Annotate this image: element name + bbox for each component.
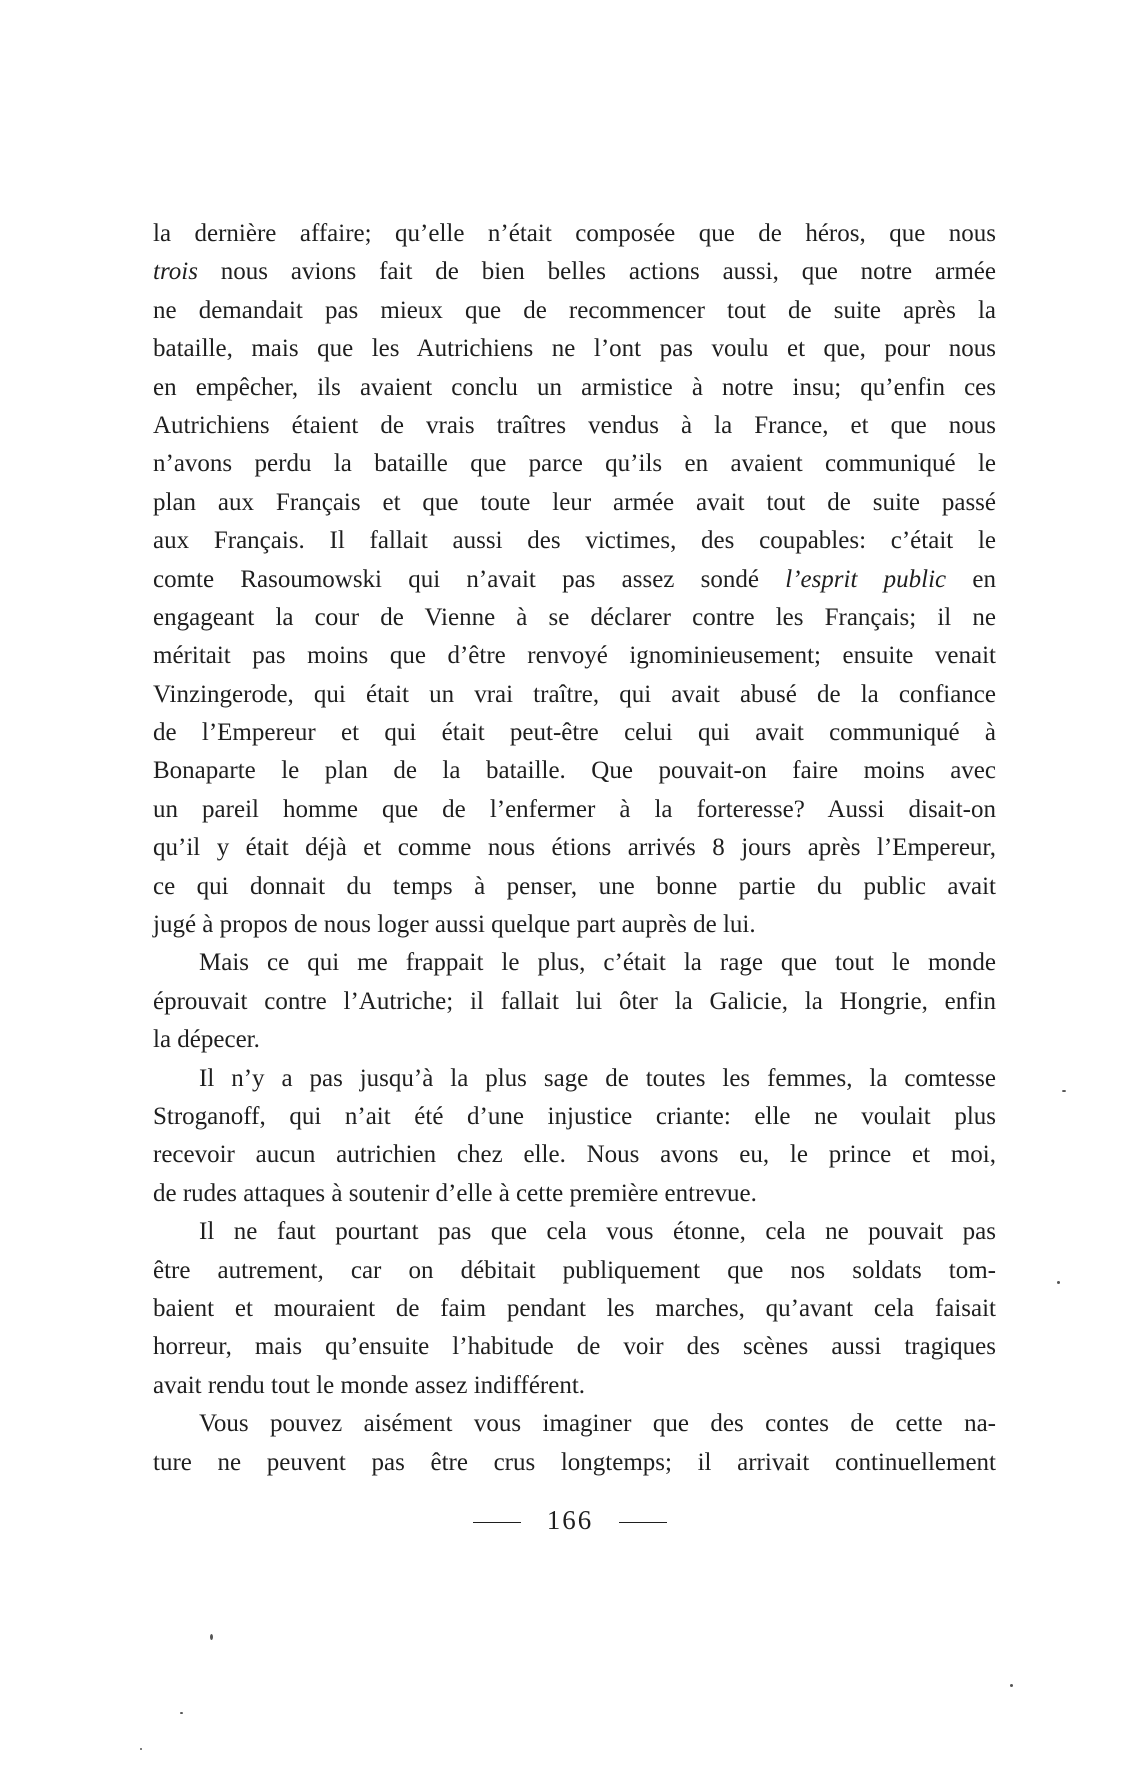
text-line: plan aux Français et que toute leur armée avait tout de suite passé: [153, 488, 996, 516]
text-line: éprouvait contre l’Autriche; il fallait lui ôter la Galicie, la Hongrie, enfin: [153, 987, 996, 1015]
text-line: bataille, mais que les Autrichiens ne l’ont pas voulu et que, pour nous: [153, 335, 996, 363]
text-line: de l’Empereur et qui était peut-être celui qui avait communiqué à: [153, 719, 996, 747]
text-line: aux Français. Il fallait aussi des victimes, des coupables: c’était le: [153, 527, 996, 555]
footer-dash-left: [473, 1522, 521, 1523]
text-line: qu’il y était déjà et comme nous étions arrivés 8 jours après l’Empereur,: [153, 834, 996, 862]
scan-speck: [180, 1712, 183, 1714]
text-line: en empêcher, ils avaient conclu un armistice à notre insu; qu’enfin ces: [153, 373, 996, 401]
text-line: Vinzingerode, qui était un vrai traître, qui avait abusé de la confiance: [153, 680, 996, 708]
scan-speck: [1062, 1090, 1066, 1092]
italic-text: l’esprit public: [785, 565, 947, 593]
text-line: recevoir aucun autrichien chez elle. Nous avons eu, le prince et moi,: [153, 1141, 996, 1169]
text-line: Il ne faut pourtant pas que cela vous étonne, cela ne pouvait pas: [199, 1218, 996, 1246]
text-line: Mais ce qui me frappait le plus, c’était la rage que tout le monde: [199, 949, 996, 977]
text-line: la dernière affaire; qu’elle n’était composée que de héros, que nous: [153, 220, 996, 247]
scan-speck: [1010, 1684, 1013, 1687]
text-line: méritait pas moins que d’être renvoyé ignominieusement; ensuite venait: [153, 642, 996, 670]
page-number: 166: [546, 1505, 594, 1535]
text-line: Bonaparte le plan de la bataille. Que pouvait-on faire moins avec: [153, 757, 996, 785]
text-line: Stroganoff, qui n’ait été d’une injustice criante: elle ne voulait plus: [153, 1102, 996, 1130]
scan-speck: [1057, 1281, 1060, 1284]
text-line: jugé à propos de nous loger aussi quelque part auprès de lui.: [153, 911, 756, 939]
text-line: Autrichiens étaient de vrais traîtres vendus à la France, et que nous: [153, 411, 996, 439]
text-line: trois nous avions fait de bien belles actions aussi, que notre armée: [153, 258, 996, 286]
text-line: engageant la cour de Vienne à se déclarer contre les Français; il ne: [153, 603, 996, 631]
scan-speck: [210, 1634, 213, 1640]
text-line: Il n’y a pas jusqu’à la plus sage de toutes les femmes, la comtesse: [199, 1064, 996, 1092]
page-footer: [0, 1505, 1140, 1536]
text-line: ne demandait pas mieux que de recommencer tout de suite après la: [153, 296, 996, 324]
text-line: ture ne peuvent pas être crus longtemps; il arrivait continuellement: [153, 1448, 996, 1476]
text-line: la dépecer.: [153, 1026, 260, 1054]
text-line: Vous pouvez aisément vous imaginer que des contes de cette na-: [199, 1410, 996, 1438]
scan-speck: [140, 1748, 142, 1750]
text-line: horreur, mais qu’ensuite l’habitude de voir des scènes aussi tragiques: [153, 1333, 996, 1361]
footer-dash-right: [619, 1522, 667, 1523]
text-line: avait rendu tout le monde assez indifférent.: [153, 1371, 586, 1399]
body-text: [153, 215, 996, 1482]
text-line: être autrement, car on débitait publiquement que nos soldats tom-: [153, 1256, 996, 1284]
text-line: ce qui donnait du temps à penser, une bonne partie du public avait: [153, 872, 996, 900]
text-line: baient et mouraient de faim pendant les marches, qu’avant cela faisait: [153, 1294, 996, 1322]
italic-text: trois: [153, 258, 198, 286]
text-line: un pareil homme que de l’enfermer à la forteresse? Aussi disait-on: [153, 795, 996, 823]
text-line: n’avons perdu la bataille que parce qu’ils en avaient communiqué le: [153, 450, 996, 478]
text-line: de rudes attaques à soutenir d’elle à cette première entrevue.: [153, 1179, 757, 1207]
text-line: comte Rasoumowski qui n’avait pas assez sondé l’esprit public en: [153, 565, 996, 593]
